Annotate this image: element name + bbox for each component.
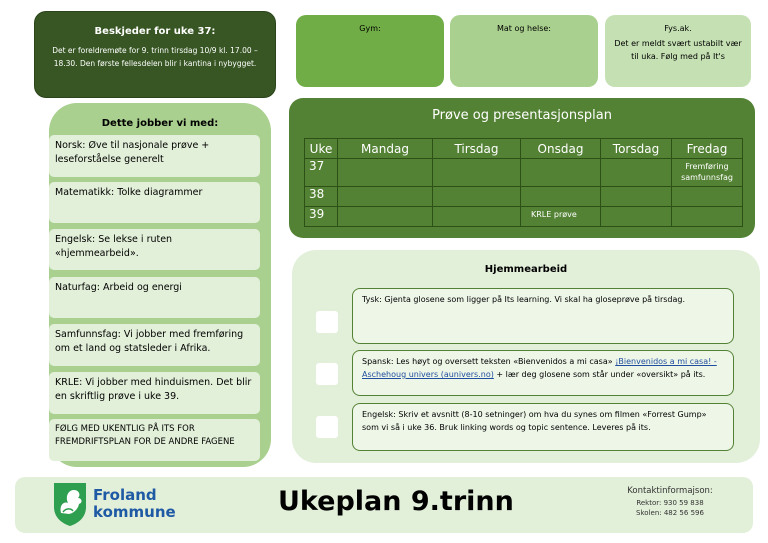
announcements-box <box>34 11 276 98</box>
subject-item-engelsk: Engelsk: Se lekse i ruten «hjemmearbeid». <box>49 229 260 270</box>
subject-item-its-note: FØLG MED UKENTLIG PÅ ITS FOR FREMDRIFTSPLAN FOR DE ANDRE FAGENE <box>49 419 260 461</box>
contact-info <box>620 486 720 517</box>
work-title: Dette jobber vi med: <box>101 118 219 129</box>
contact-title: Kontaktinformajson: <box>627 486 713 496</box>
week-cell: 38 <box>305 187 338 207</box>
announcements-title: Beskjeder for uke 37: <box>94 26 216 37</box>
table-row <box>305 207 743 227</box>
table-cell: Fremføring samfunnsfag <box>672 159 743 187</box>
fys-box <box>605 15 751 87</box>
homework-item-tysk <box>352 288 734 344</box>
homework-text: Engelsk: Skriv et avsnitt (8-10 setninger) om hva du synes om filmen «Forrest Gump» som vi så i uke 36. Bruk linking words og topic sentence. Leveres på its. <box>362 410 707 432</box>
table-cell <box>433 187 521 207</box>
header-torsdag: Torsdag <box>601 139 672 159</box>
week-cell: 39 <box>305 207 338 227</box>
checkbox-icon[interactable] <box>316 363 338 385</box>
brand-line-1: Froland <box>93 486 157 504</box>
froland-squirrel-logo-icon <box>52 481 88 527</box>
page-title: Ukeplan 9.trinn <box>278 486 514 517</box>
header-tirsdag: Tirsdag <box>433 139 521 159</box>
header-fredag: Fredag <box>672 139 743 159</box>
gym-title: Gym: <box>359 24 381 33</box>
brand-line-2: kommune <box>93 503 176 521</box>
mat-box <box>450 15 598 87</box>
table-cell: KRLE prøve <box>521 207 601 227</box>
table-cell <box>601 207 672 227</box>
checkbox-icon[interactable] <box>316 311 338 333</box>
subject-item-norsk: Norsk: Øve til nasjonale prøve + leseforståelse generelt <box>49 135 260 177</box>
contact-skolen: Skolen: 482 56 596 <box>636 509 704 517</box>
header-mandag: Mandag <box>338 139 433 159</box>
homework-text: + lær deg glosene som står under «oversikt» på its. <box>493 370 706 379</box>
test-plan-table <box>304 138 743 227</box>
contact-rektor: Rektor: 930 59 838 <box>636 499 704 507</box>
table-header-row <box>305 139 743 159</box>
table-cell <box>521 159 601 187</box>
week-cell: 37 <box>305 159 338 187</box>
table-cell <box>672 207 743 227</box>
table-cell <box>601 187 672 207</box>
gym-box <box>296 15 444 87</box>
header-onsdag: Onsdag <box>521 139 601 159</box>
table-row <box>305 159 743 187</box>
table-cell <box>601 159 672 187</box>
announcements-text: Det er foreldremøte for 9. trinn tirsdag 10/9 kl. 17.00 – 18.30. Den første fellesdelen blir i kantina i nybygget. <box>52 46 258 68</box>
homework-text: Tysk: Gjenta glosene som ligger på Its learning. Vi skal ha gloseprøve på tirsdag. <box>362 295 686 304</box>
homework-item-engelsk <box>352 403 734 451</box>
header-uke: Uke <box>305 139 338 159</box>
table-cell <box>338 187 433 207</box>
homework-item-spansk <box>352 350 734 396</box>
subject-item-matematikk: Matematikk: Tolke diagrammer <box>49 182 260 223</box>
fys-text: Det er meldt svært ustabilt vær til uka. Følg med på It's <box>614 39 742 61</box>
subject-item-krle: KRLE: Vi jobber med hinduismen. Det blir en skriftlig prøve i uke 39. <box>49 372 260 414</box>
brand-name <box>93 487 176 521</box>
fys-title: Fys.ak. <box>664 24 692 33</box>
table-cell <box>433 207 521 227</box>
test-plan-title: Prøve og presentasjonsplan <box>432 108 612 123</box>
subject-item-samfunnsfag: Samfunnsfag: Vi jobber med fremføring om et land og statsleder i Afrika. <box>49 324 260 366</box>
table-cell <box>672 187 743 207</box>
table-cell <box>338 159 433 187</box>
homework-text: Spansk: Les høyt og oversett teksten «Bienvenidos a mi casa» <box>362 357 616 366</box>
subject-item-naturfag: Naturfag: Arbeid og energi <box>49 277 260 318</box>
homework-title: Hjemmearbeid <box>484 264 568 275</box>
checkbox-icon[interactable] <box>316 416 338 438</box>
table-cell <box>338 207 433 227</box>
table-cell <box>521 187 601 207</box>
table-row <box>305 187 743 207</box>
bienvenidos-link[interactable]: ¡Bienvenidos a mi casa! - Aschehoug univers (aunivers.no) <box>362 357 717 379</box>
table-cell <box>433 159 521 187</box>
mat-title: Mat og helse: <box>497 24 551 33</box>
